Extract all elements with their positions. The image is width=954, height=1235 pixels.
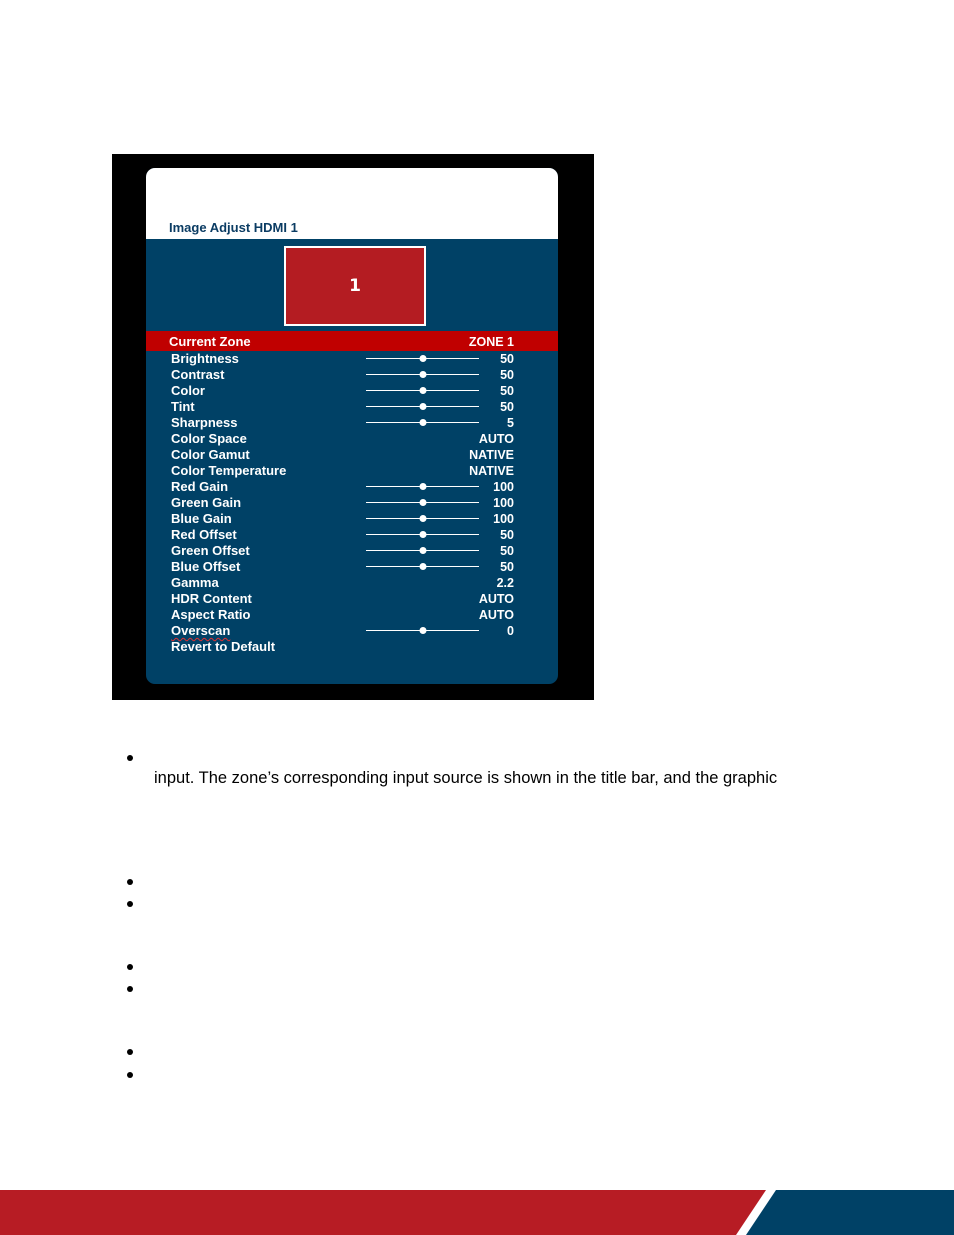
menu-item-value: 50 bbox=[500, 352, 514, 366]
menu-item-hdr-content[interactable] bbox=[146, 591, 558, 607]
menu-item-value: AUTO bbox=[478, 432, 514, 446]
menu-item-value: 50 bbox=[500, 368, 514, 382]
footer-blue-band bbox=[746, 1190, 954, 1235]
menu-item-revert-to-default[interactable] bbox=[146, 639, 558, 655]
slider-track[interactable] bbox=[366, 550, 479, 551]
menu-item-aspect-ratio[interactable] bbox=[146, 607, 558, 623]
menu-item-label: Green Gain bbox=[171, 495, 242, 510]
slider-thumb[interactable] bbox=[419, 499, 426, 506]
menu-item-current-zone[interactable] bbox=[146, 331, 558, 351]
menu-title-bar bbox=[146, 168, 558, 239]
menu-item-value: NATIVE bbox=[469, 464, 514, 478]
slider-thumb[interactable] bbox=[419, 547, 426, 554]
menu-item-sharpness[interactable] bbox=[146, 415, 558, 431]
menu-item-label: Red Offset bbox=[171, 527, 237, 542]
slider-track[interactable] bbox=[366, 566, 479, 567]
menu-item-brightness[interactable] bbox=[146, 351, 558, 367]
footer-banner bbox=[0, 1190, 954, 1235]
slider-thumb[interactable] bbox=[419, 483, 426, 490]
bullet-marker bbox=[127, 1049, 133, 1055]
menu-item-value: 50 bbox=[500, 528, 514, 542]
menu-item-label: Revert to Default bbox=[171, 639, 276, 654]
menu-item-blue-gain[interactable] bbox=[146, 511, 558, 527]
slider-track[interactable] bbox=[366, 502, 479, 503]
menu-item-gamma[interactable] bbox=[146, 575, 558, 591]
bullet-marker bbox=[127, 879, 133, 885]
menu-item-value: 50 bbox=[500, 544, 514, 558]
osd-screenshot bbox=[112, 154, 594, 700]
menu-item-value: AUTO bbox=[478, 592, 514, 606]
menu-item-value: 50 bbox=[500, 400, 514, 414]
menu-item-value: AUTO bbox=[478, 608, 514, 622]
menu-item-label: Color Temperature bbox=[171, 463, 287, 478]
menu-item-value: 100 bbox=[493, 480, 514, 494]
bullet-marker bbox=[127, 964, 133, 970]
menu-title: Image Adjust HDMI 1 bbox=[169, 220, 298, 235]
menu-item-color-gamut[interactable] bbox=[146, 447, 558, 463]
menu-list bbox=[146, 331, 558, 655]
menu-item-value: 2.2 bbox=[496, 576, 514, 590]
bullet-marker bbox=[127, 901, 133, 907]
menu-item-value: 50 bbox=[500, 384, 514, 398]
slider-thumb[interactable] bbox=[419, 387, 426, 394]
menu-item-color-temperature[interactable] bbox=[146, 463, 558, 479]
slider-track[interactable] bbox=[366, 390, 479, 391]
menu-item-label: Color Gamut bbox=[171, 447, 250, 462]
menu-item-overscan[interactable] bbox=[146, 623, 558, 639]
slider-thumb[interactable] bbox=[419, 531, 426, 538]
menu-item-label: Green Offset bbox=[171, 543, 250, 558]
menu-item-value: ZONE 1 bbox=[468, 335, 514, 349]
menu-item-label: Red Gain bbox=[171, 479, 229, 494]
menu-item-color[interactable] bbox=[146, 383, 558, 399]
menu-item-contrast[interactable] bbox=[146, 367, 558, 383]
menu-item-green-offset[interactable] bbox=[146, 543, 558, 559]
menu-item-label: Blue Gain bbox=[171, 511, 232, 526]
slider-thumb[interactable] bbox=[419, 515, 426, 522]
slider-thumb[interactable] bbox=[419, 627, 426, 634]
menu-item-value: 50 bbox=[500, 560, 514, 574]
slider-track[interactable] bbox=[366, 486, 479, 487]
slider-track[interactable] bbox=[366, 358, 479, 359]
slider-track[interactable] bbox=[366, 374, 479, 375]
menu-item-label: Color bbox=[171, 383, 205, 398]
menu-item-value: 100 bbox=[493, 512, 514, 526]
bullet-marker bbox=[127, 1072, 133, 1078]
menu-item-green-gain[interactable] bbox=[146, 495, 558, 511]
menu-item-label: Sharpness bbox=[171, 415, 238, 430]
menu-item-label: Contrast bbox=[171, 367, 225, 382]
zone-graphic-number: 1 bbox=[349, 276, 361, 296]
menu-item-label: Color Space bbox=[171, 431, 247, 446]
zone-graphic bbox=[284, 246, 426, 326]
slider-thumb[interactable] bbox=[419, 371, 426, 378]
menu-item-label: Tint bbox=[171, 399, 195, 414]
bullet-marker bbox=[127, 755, 133, 761]
footer-red-band bbox=[0, 1190, 766, 1235]
menu-item-label: Overscan bbox=[171, 623, 231, 638]
menu-item-label: Aspect Ratio bbox=[171, 607, 251, 622]
menu-item-color-space[interactable] bbox=[146, 431, 558, 447]
slider-thumb[interactable] bbox=[419, 355, 426, 362]
menu-item-value: 100 bbox=[493, 496, 514, 510]
bullet-marker bbox=[127, 986, 133, 992]
menu-item-value: 0 bbox=[507, 624, 514, 638]
slider-thumb[interactable] bbox=[419, 563, 426, 570]
menu-item-red-offset[interactable] bbox=[146, 527, 558, 543]
menu-item-red-gain[interactable] bbox=[146, 479, 558, 495]
body-text-line: input. The zone’s corresponding input source is shown in the title bar, and the graphic bbox=[154, 769, 778, 787]
menu-item-value: 5 bbox=[507, 416, 514, 430]
menu-item-label: Brightness bbox=[171, 351, 239, 366]
menu-item-value: NATIVE bbox=[469, 448, 514, 462]
menu-item-label: Blue Offset bbox=[171, 559, 241, 574]
menu-item-label: HDR Content bbox=[171, 591, 252, 606]
slider-thumb[interactable] bbox=[419, 419, 426, 426]
slider-track[interactable] bbox=[366, 422, 479, 423]
image-adjust-menu bbox=[146, 168, 558, 684]
menu-item-tint[interactable] bbox=[146, 399, 558, 415]
slider-track[interactable] bbox=[366, 518, 479, 519]
menu-item-label: Gamma bbox=[171, 575, 219, 590]
slider-thumb[interactable] bbox=[419, 403, 426, 410]
slider-track[interactable] bbox=[366, 630, 479, 631]
menu-item-label: Current Zone bbox=[169, 334, 251, 349]
slider-track[interactable] bbox=[366, 406, 479, 407]
menu-item-blue-offset[interactable] bbox=[146, 559, 558, 575]
slider-track[interactable] bbox=[366, 534, 479, 535]
